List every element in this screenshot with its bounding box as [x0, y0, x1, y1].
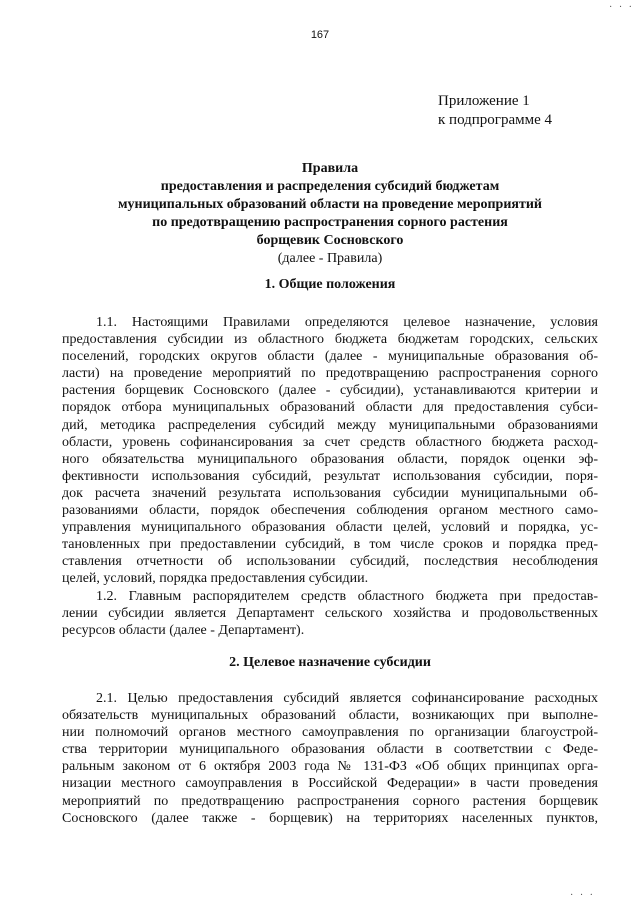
text-line: фективности использования субсидий, результат использования субсидии, поря- [62, 468, 598, 484]
text-line: низации местного самоуправления в Российской Федерации» в части проведения [62, 776, 598, 792]
text-line: дий, методика распределения субсидий между муниципальными образованиями [62, 417, 598, 433]
title-line-5: борщевик Сосновского [256, 233, 404, 248]
text-line: нии полномочий органов местного самоуправления по организации благоустрой- [62, 725, 598, 741]
text-line: док расчета значений результата использования субсидии муниципальными об- [62, 485, 598, 501]
section-2-heading: 2. Целевое назначение субсидии [229, 655, 431, 670]
text-line: 1.2. Главным распорядителем средств областного бюджета при предостав- [96, 588, 598, 604]
title-line-2: предоставления и распределения субсидий бюджетам [160, 179, 500, 194]
title-line-1: Правила [301, 161, 359, 176]
document-title [60, 160, 600, 268]
text-line: предоставления субсидии из областного бюджета бюджетам городских, сельских [62, 332, 598, 348]
title-line-6: (далее - Правила) [277, 251, 383, 266]
text-line: 1.1. Настоящими Правилами определяются целевое назначение, условия [96, 315, 598, 330]
page-number: 167 [310, 29, 330, 41]
title-line-3: муниципальных образований области на проведение мероприятий [118, 197, 542, 212]
section-1-paragraph-1 [62, 314, 598, 639]
text-line: ральным законом от 6 октября 2003 года № 131-ФЗ «Об общих принципах орга- [62, 759, 598, 775]
text-line: области, уровень софинансирования за счет средств областного бюджета расход- [62, 434, 598, 450]
title-line-4: по предотвращению распространения сорного растения [152, 215, 508, 230]
text-line: поселений, городских округов области (далее - муниципальные образования об- [62, 349, 598, 365]
text-line: целей, условий, порядка предоставления субсидии. [62, 571, 369, 587]
text-line: ставления отчетности об использовании субсидий, последствия несоблюдения [62, 554, 598, 570]
text-line: лении субсидии является Департамент сельского хозяйства и продовольственных [62, 605, 598, 621]
text-line: управления муниципального образования области целей, условий и порядка, ус- [62, 520, 598, 536]
text-line: ласти) на проведение мероприятий по предотвращению распространения сорного [62, 366, 598, 382]
text-line: разованиями области, порядок обеспечения соблюдения органом местного само- [62, 503, 598, 519]
text-line: ного обязательства муниципального образования области, порядок оценки эф- [62, 451, 598, 467]
text-line: порядок отбора муниципальных образований области для предоставления субси- [62, 400, 598, 416]
text-line: Сосновского (далее также - борщевик) на территориях населенных пунктов, [62, 810, 598, 826]
text-line: растения борщевик Сосновского (далее - субсидии), устанавливаются критерии и [62, 383, 598, 399]
scan-corner-mark: · · · [609, 2, 634, 13]
text-line: мероприятий по предотвращению распространения сорного растения борщевик [62, 793, 598, 809]
text-line: ства территории муниципального образования области в соответствии с Феде- [62, 742, 598, 758]
appendix-line-2: к подпрограмме 4 [438, 112, 552, 128]
section-2-paragraph-1 [62, 690, 598, 827]
text-line: ресурсов области (далее - Департамент). [62, 622, 305, 638]
text-line: 2.1. Целью предоставления субсидий является софинансирование расходных [96, 691, 598, 706]
appendix-line-1: Приложение 1 [438, 93, 530, 109]
appendix-note [438, 92, 552, 130]
text-line: обязательств муниципальных образований области, возникающих при выполне- [62, 708, 598, 724]
text-line: тановленных при предоставлении субсидий, в том числе сроков и порядка пред- [62, 537, 598, 553]
scan-foot-mark: · · · [570, 890, 595, 901]
section-1-heading: 1. Общие положения [264, 277, 396, 292]
